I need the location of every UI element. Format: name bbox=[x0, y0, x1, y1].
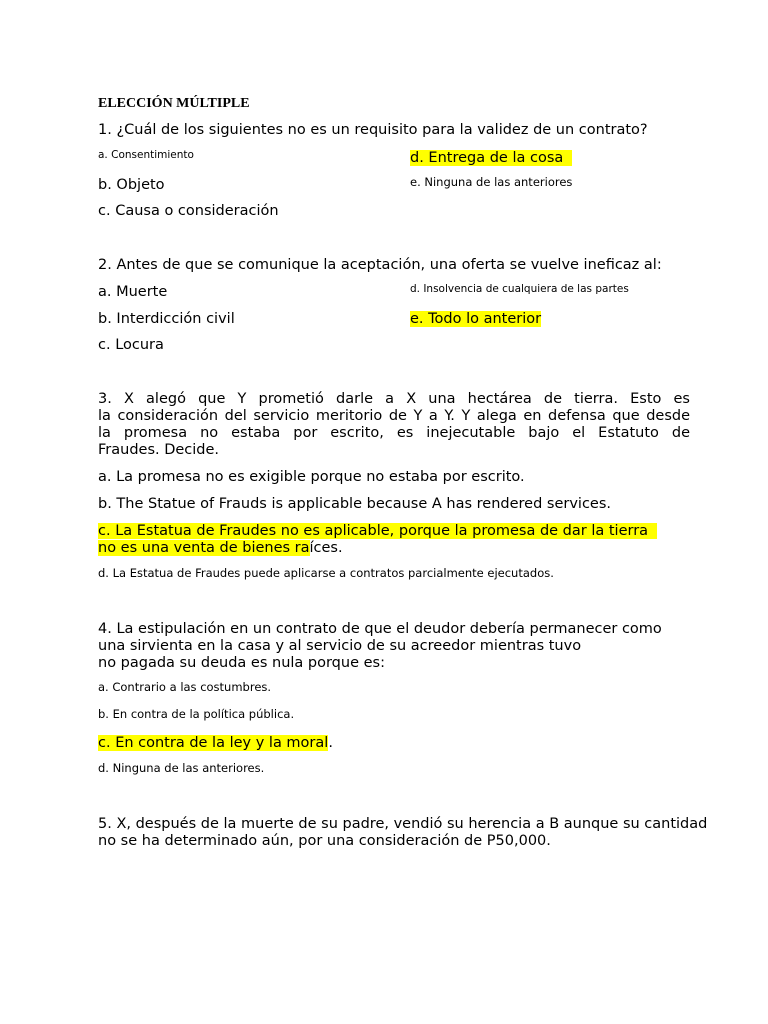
question-5-line: no se ha determinado aún, por una consideración de P50,000. bbox=[98, 833, 551, 849]
q4-option-d: d. Ninguna de las anteriores. bbox=[98, 761, 265, 775]
q3-option-c-line2 bbox=[98, 540, 343, 557]
q3-option-c-rest: íces. bbox=[309, 540, 343, 556]
q2-option-a: a. Muerte bbox=[98, 284, 168, 300]
question-4-line: una sirvienta en la casa y al servicio de su acreedor mientras tuvo bbox=[98, 638, 582, 654]
question-4-line: 4. La estipulación en un contrato de que el deudor debería permanecer como bbox=[98, 621, 662, 637]
highlight: d. Entrega de la cosa bbox=[410, 150, 573, 166]
q3-option-b: b. The Statue of Frauds is applicable because A has rendered services. bbox=[98, 496, 612, 512]
q4-option-c-rest: . bbox=[328, 735, 333, 751]
question-3-line: 3. X alegó que Y prometió darle a X una hectárea de tierra. Esto es bbox=[98, 391, 690, 407]
question-3-line: la consideración del servicio meritorio de Y a Y. Y alega en defensa que desde bbox=[98, 408, 690, 424]
q4-option-b: b. En contra de la política pública. bbox=[98, 707, 295, 721]
q3-option-a: a. La promesa no es exigible porque no estaba por escrito. bbox=[98, 469, 525, 485]
question-5-line: 5. X, después de la muerte de su padre, vendió su herencia a B aunque su cantidad bbox=[98, 816, 708, 832]
q3-option-d: d. La Estatua de Fraudes puede aplicarse a contratos parcialmente ejecutados. bbox=[98, 566, 554, 580]
q1-option-c: c. Causa o consideración bbox=[98, 203, 279, 219]
question-3-line: la promesa no estaba por escrito, es inejecutable bajo el Estatuto de bbox=[98, 425, 690, 441]
q1-option-e: e. Ninguna de las anteriores bbox=[410, 175, 573, 189]
q1-option-a: a. Consentimiento bbox=[98, 149, 194, 161]
question-2: 2. Antes de que se comunique la aceptación, una oferta se vuelve ineficaz al: bbox=[98, 257, 662, 273]
q3-option-c-line1 bbox=[98, 523, 657, 540]
question-4-line: no pagada su deuda es nula porque es: bbox=[98, 655, 385, 671]
highlight: e. Todo lo anterior bbox=[410, 311, 542, 327]
question-3-line: Fraudes. Decide. bbox=[98, 442, 220, 458]
document-title: ELECCIÓN MÚLTIPLE bbox=[98, 96, 250, 111]
q2-option-c: c. Locura bbox=[98, 337, 164, 353]
q2-option-e bbox=[410, 311, 541, 328]
highlight: c. La Estatua de Fraudes no es aplicable, porque la promesa de dar la tierra bbox=[98, 523, 658, 539]
question-1: 1. ¿Cuál de los siguientes no es un requisito para la validez de un contrato? bbox=[98, 122, 648, 138]
q4-option-c bbox=[98, 735, 333, 752]
highlight: no es una venta de bienes ra bbox=[98, 540, 310, 556]
q1-option-d bbox=[410, 150, 572, 167]
highlight: c. En contra de la ley y la moral bbox=[98, 735, 329, 751]
q4-option-a: a. Contrario a las costumbres. bbox=[98, 680, 272, 694]
q2-option-d: d. Insolvencia de cualquiera de las partes bbox=[410, 283, 629, 295]
q1-option-b: b. Objeto bbox=[98, 177, 165, 193]
q2-option-b: b. Interdicción civil bbox=[98, 311, 235, 327]
